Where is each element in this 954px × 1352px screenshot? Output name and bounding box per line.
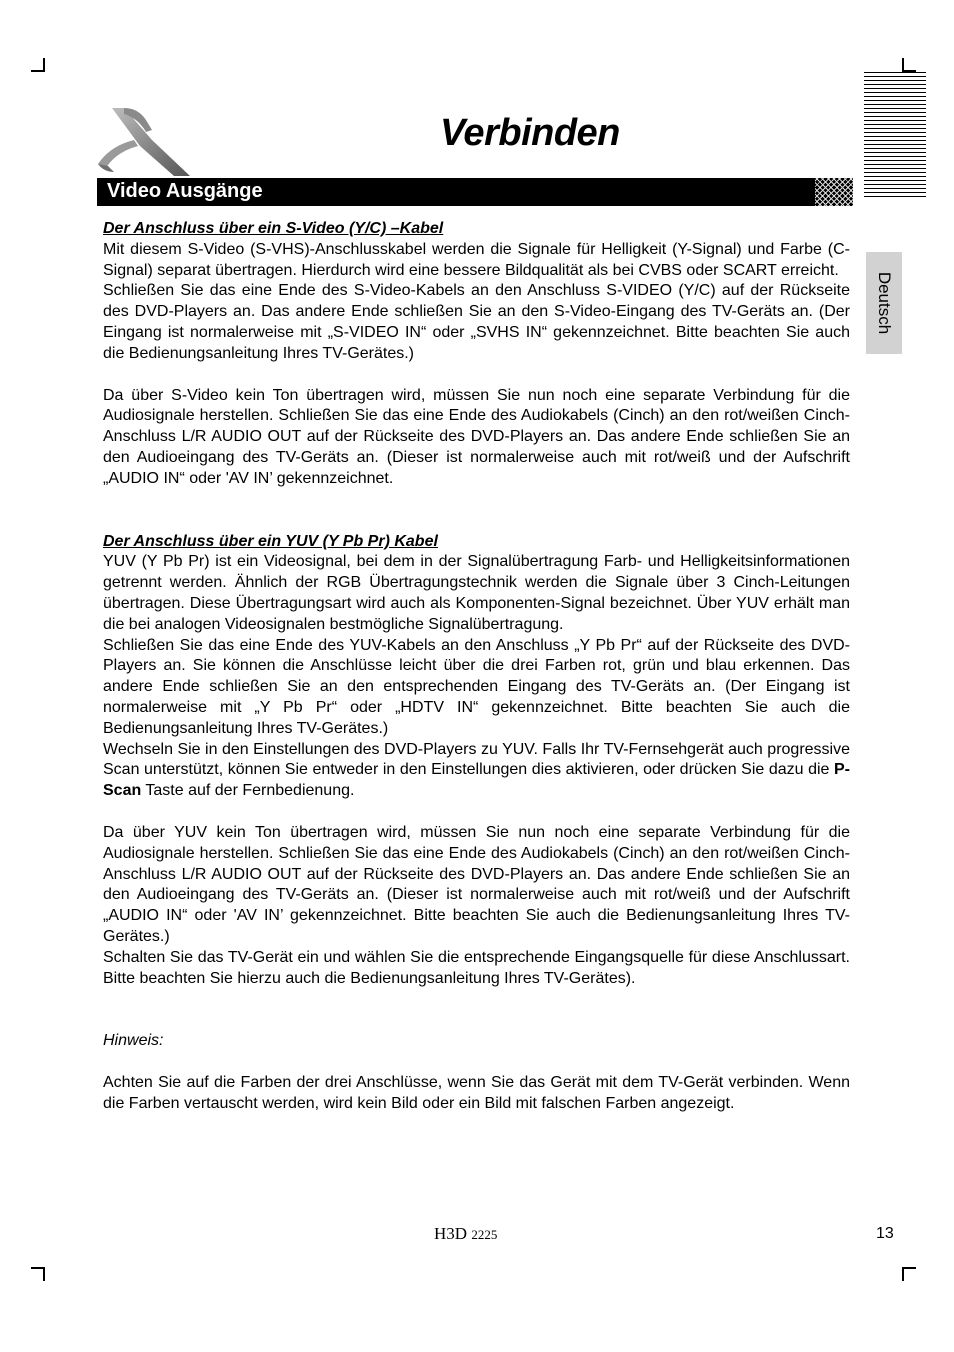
section-header-bar (97, 178, 853, 206)
note-label: Hinweis: (103, 1032, 164, 1050)
model-main: H3D (434, 1224, 468, 1243)
note-text: Achten Sie auf die Farben der drei Anschlüsse, wenn Sie das Gerät mit dem TV-Gerät verbinden. Wenn die Farben vertauscht werden, wird kein Bild oder ein Bild mit falschen Farben angezeigt. (103, 1074, 850, 1112)
crop-mark-bottom-left (43, 1267, 45, 1281)
footer-model-name (434, 1224, 497, 1244)
crop-mark-bottom-left (31, 1267, 45, 1269)
paragraph-text: Wechseln Sie in den Einstellungen des DVD-Players zu YUV. Falls Ihr TV-Fernsehgerät auch progressive Scan unterstützt, können Sie entweder in den Einstellungen dies aktivieren, oder drücken Sie dazu die (103, 740, 850, 779)
section-title: Video Ausgänge (107, 180, 263, 202)
x-brand-logo-icon (94, 106, 194, 178)
paragraph (103, 740, 850, 802)
paragraph: Da über YUV kein Ton übertragen wird, müssen Sie nun noch eine separate Verbindung für die Audiosignale herstellen. Schließen Sie das eine Ende des Audiokabels (Cinch) an den rot/weißen Cinch-Anschluss L/R AUDIO OUT auf der Rückseite des DVD-Players an. Das andere Ende schließen Sie an den Audioeingang des TV-Geräts an. (Dieser ist normalerweise auch mit rot/weiß und der Aufschrift „AUDIO IN“ oder 'AV IN’ gekennzeichnet. Bitte beachten Sie auch die Bedienungsanleitung Ihres TV-Gerätes.) (103, 823, 850, 945)
subheading-svideo: Der Anschluss über ein S-Video (Y/C) –Kabel (103, 220, 444, 237)
paragraph: YUV (Y Pb Pr) ist ein Videosignal, bei dem in der Signalübertragung Farb- und Helligkeitsinformationen getrennt werden. Ähnlich der RGB Übertragungstechnik werden die Signale über 3 Cinch-Leitungen übertragen. Diese Übertragungsart wird auch als Komponenten-Signal bezeichnet. Über YUV erhält man die bei analogen Videosignalen bestmögliche Signalübertragung. (103, 553, 850, 633)
subheading-yuv: Der Anschluss über ein YUV (Y Pb Pr) Kabel (103, 532, 438, 550)
paragraph: Schließen Sie das eine Ende des S-Video-Kabels an den Anschluss S-VIDEO (Y/C) auf der Rückseite des DVD-Players an. Das andere Ende schließen Sie an den S-Video-Eingang des TV-Geräts an. (Der Eingang ist normalerweise mit „S-VIDEO IN“ oder „SVHS IN“ gekennzeichnet. Bitte beachten Sie auch die Bedienungsanleitung Ihres TV-Gerätes.) (103, 282, 850, 362)
language-side-tab (866, 252, 902, 354)
paragraph-text: Taste auf der Fernbedienung. (141, 782, 355, 800)
decorative-stripes (864, 72, 926, 200)
crop-mark-bottom-right (902, 1267, 916, 1269)
side-tab-label: Deutsch (875, 271, 894, 335)
crop-mark-bottom-right (902, 1267, 904, 1281)
page-title: Verbinden (440, 112, 620, 154)
paragraph: Da über S-Video kein Ton übertragen wird, müssen Sie nun noch eine separate Verbindung für die Audiosignale herstellen. Schließen Sie das eine Ende des Audiokabels (Cinch) an den rot/weißen Cinch-Anschluss L/R AUDIO OUT auf der Rückseite des DVD-Players an. Das andere Ende schließen Sie an den Audioeingang des TV-Geräts an. (Dieser ist normalerweise auch mit rot/weiß und der Aufschrift „AUDIO IN“ oder 'AV IN’ gekennzeichnet. (103, 386, 850, 487)
crop-mark-top-left (31, 70, 45, 72)
paragraph: Schalten Sie das TV-Gerät ein und wählen Sie die entsprechende Eingangsquelle für diese Anschlussart. Bitte beachten Sie hierzu auch die Bedienungsanleitung Ihres TV-Gerätes). (103, 948, 850, 987)
decorative-dot-pattern (815, 178, 853, 206)
main-content (103, 219, 850, 1115)
paragraph: Schließen Sie das eine Ende des YUV-Kabels an den Anschluss „Y Pb Pr“ auf der Rückseite des DVD-Players an. Sie können die Anschlüsse leicht über die drei Farben rot, grün und blau erkennen. Das andere Ende schließen Sie an den entsprechenden Eingang des TV-Geräts an. (Der Eingang ist normalerweise mit „Y Pb Pr“ oder „HDTV IN“ gekennzeichnet. Bitte beachten Sie auch die Bedienungsanleitung Ihres TV-Gerätes.) (103, 636, 850, 737)
page-number: 13 (876, 1225, 894, 1242)
pscan-keyword: P-Scan (103, 761, 850, 800)
paragraph: Mit diesem S-Video (S-VHS)-Anschlusskabel werden die Signale für Helligkeit (Y-Signal) und Farbe (C-Signal) separat übertragen. Hierdurch wird eine bessere Bildqualität als bei CVBS oder SCART erreicht. (103, 240, 850, 279)
model-number: 2225 (471, 1227, 498, 1242)
